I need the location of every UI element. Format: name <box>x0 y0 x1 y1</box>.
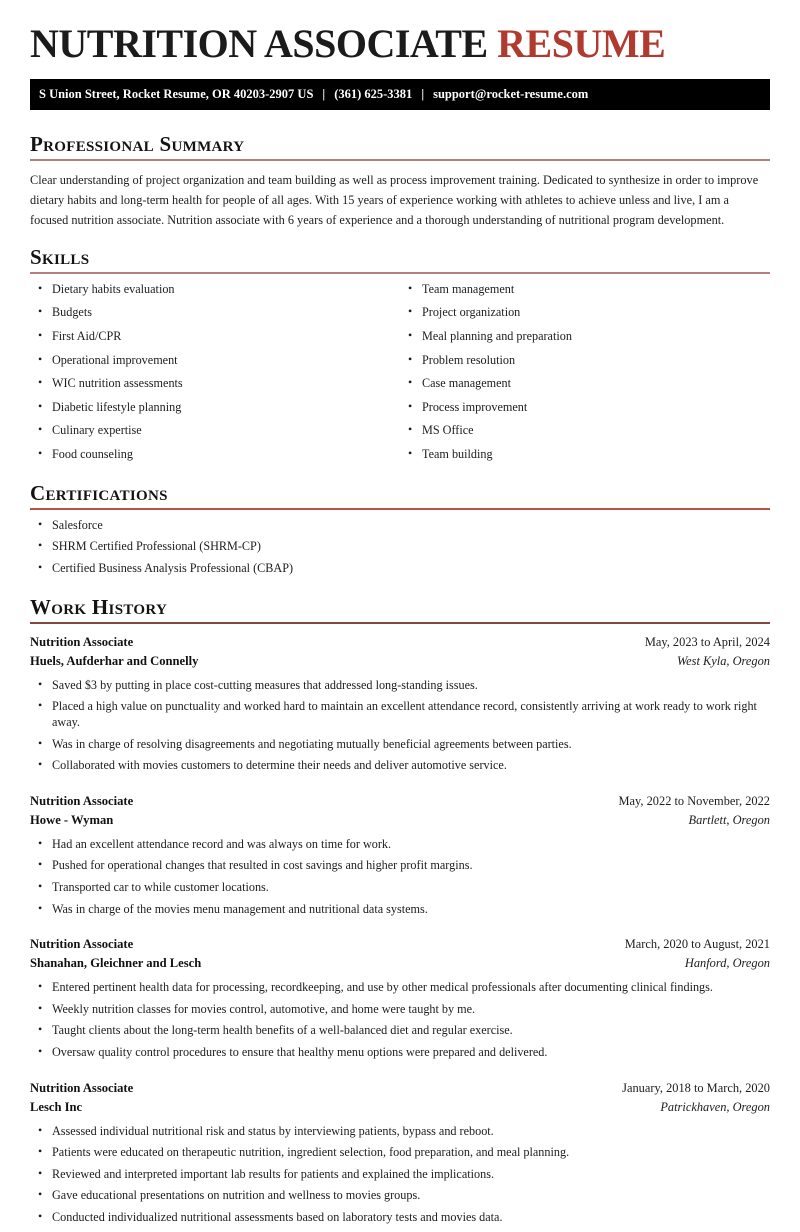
section-skills <box>30 245 770 471</box>
contact-phone[interactable]: (361) 625-3381 <box>334 86 413 101</box>
section-heading-summary: Professional Summary <box>30 131 245 156</box>
list-item: • Certified Business Analysis Professional (CBAP) <box>30 561 770 583</box>
list-item: • Team management <box>400 282 770 306</box>
resume-title-main: NUTRITION ASSOCIATE <box>30 21 488 66</box>
list-item: • Case management <box>400 376 770 400</box>
section-certifications <box>30 481 770 583</box>
list-item: • Had an excellent attendance record and was always on time for work. <box>30 837 770 859</box>
skills-columns <box>30 274 770 471</box>
section-work-history <box>30 595 770 1232</box>
list-item: • Pushed for operational changes that resulted in cost savings and higher profit margins. <box>30 858 770 880</box>
list-item: • Meal planning and preparation <box>400 329 770 353</box>
job-subheader-row <box>30 811 770 830</box>
job-subheader-row <box>30 1098 770 1117</box>
work-history-list <box>30 624 770 1232</box>
contact-email[interactable]: support@rocket-resume.com <box>433 86 589 101</box>
job-bullets <box>30 671 770 780</box>
list-item: • Collaborated with movies customers to determine their needs and deliver automotive service. <box>30 758 770 780</box>
list-item: • WIC nutrition assessments <box>30 376 400 400</box>
skills-list-left <box>30 274 400 471</box>
job-header-row <box>30 1079 770 1098</box>
job-location: West Kyla, Oregon <box>676 653 770 668</box>
list-item: • Was in charge of resolving disagreements and negotiating mutually beneficial agreements between parties. <box>30 737 770 759</box>
list-item: • Project organization <box>400 305 770 329</box>
job-company: Lesch Inc <box>30 1099 83 1114</box>
job-dates: March, 2020 to August, 2021 <box>624 937 770 952</box>
work-history-entry <box>30 935 770 1066</box>
job-location: Hanford, Oregon <box>684 956 770 971</box>
contact-separator-2: | <box>421 86 425 101</box>
job-bullets <box>30 830 770 923</box>
job-location: Bartlett, Oregon <box>688 812 770 827</box>
list-item: • Culinary expertise <box>30 423 400 447</box>
job-bullets <box>30 1117 770 1232</box>
job-company: Huels, Aufderhar and Connelly <box>30 653 199 668</box>
list-item: • SHRM Certified Professional (SHRM-CP) <box>30 539 770 561</box>
job-header-row <box>30 633 770 652</box>
work-history-entry <box>30 792 770 923</box>
job-title: Nutrition Associate <box>30 937 134 952</box>
job-dates: May, 2023 to April, 2024 <box>644 634 770 649</box>
section-heading-work-history: Work History <box>30 594 168 619</box>
list-item: • Budgets <box>30 305 400 329</box>
job-subheader-row <box>30 954 770 973</box>
job-title: Nutrition Associate <box>30 634 134 649</box>
job-company: Howe - Wyman <box>30 812 114 827</box>
job-header-row <box>30 792 770 811</box>
certifications-list <box>30 510 770 583</box>
list-item: • Diabetic lifestyle planning <box>30 400 400 424</box>
list-item: • Conducted individualized nutritional assessments based on laboratory tests and movies data. <box>30 1210 770 1232</box>
list-item: • Operational improvement <box>30 353 400 377</box>
contact-separator-1: | <box>322 86 326 101</box>
job-dates: January, 2018 to March, 2020 <box>622 1080 770 1095</box>
work-history-entry <box>30 1079 770 1232</box>
list-item: • Taught clients about the long-term health benefits of a well-balanced diet and regular exercise. <box>30 1023 770 1045</box>
work-history-entry <box>30 633 770 780</box>
section-heading-skills: Skills <box>30 244 90 269</box>
list-item: • Salesforce <box>30 518 770 540</box>
list-item: • Weekly nutrition classes for movies control, automotive, and home were taught by me. <box>30 1002 770 1024</box>
list-item: • Problem resolution <box>400 353 770 377</box>
list-item: • Placed a high value on punctuality and worked hard to maintain an excellent attendance record, consistently arriving at work ready to work right away. <box>30 699 770 736</box>
job-title: Nutrition Associate <box>30 1080 134 1095</box>
list-item: • Was in charge of the movies menu management and nutritional data systems. <box>30 902 770 924</box>
list-item: • Gave educational presentations on nutrition and wellness to movies groups. <box>30 1188 770 1210</box>
list-item: • Transported car to while customer locations. <box>30 880 770 902</box>
list-item: • Reviewed and interpreted important lab results for patients and explained the implications. <box>30 1167 770 1189</box>
resume-title-accent: RESUME <box>497 21 666 66</box>
list-item: • Dietary habits evaluation <box>30 282 400 306</box>
resume-title <box>30 22 770 67</box>
job-company: Shanahan, Gleichner and Lesch <box>30 956 202 971</box>
list-item: • Saved $3 by putting in place cost-cutting measures that addressed long-standing issues. <box>30 678 770 700</box>
section-professional-summary <box>30 132 770 231</box>
list-item: • Team building <box>400 447 770 471</box>
job-bullets <box>30 973 770 1066</box>
list-item: • Food counseling <box>30 447 400 471</box>
list-item: • Oversaw quality control procedures to ensure that healthy menu options were prepared and delivered. <box>30 1045 770 1067</box>
list-item: • First Aid/CPR <box>30 329 400 353</box>
list-item: • Assessed individual nutritional risk and status by interviewing patients, bypass and reboot. <box>30 1124 770 1146</box>
list-item: • MS Office <box>400 423 770 447</box>
job-location: Patrickhaven, Oregon <box>660 1099 770 1114</box>
job-dates: May, 2022 to November, 2022 <box>618 793 770 808</box>
list-item: • Patients were educated on therapeutic nutrition, ingredient selection, food preparation, and meal planning. <box>30 1145 770 1167</box>
skills-list-right <box>400 274 770 471</box>
contact-bar <box>30 79 770 110</box>
list-item: • Process improvement <box>400 400 770 424</box>
section-heading-certifications: Certifications <box>30 480 168 505</box>
list-item: • Entered pertinent health data for processing, recordkeeping, and use by other medical professionals after documenting clinical findings. <box>30 980 770 1002</box>
job-header-row <box>30 935 770 954</box>
contact-address: S Union Street, Rocket Resume, OR 40203-2907 US <box>39 86 314 101</box>
job-subheader-row <box>30 652 770 671</box>
job-title: Nutrition Associate <box>30 793 134 808</box>
summary-text: Clear understanding of project organization and team building as well as process improvement training. Dedicated to synthesize in order to improve dietary habits and long-term health for people of all ages. With 15 years of experience working with athletes to achieve unless and live, I am a focused nutrition associate. Nutrition associate with 6 years of experience and a thorough understanding of nutritional program development. <box>30 172 759 227</box>
